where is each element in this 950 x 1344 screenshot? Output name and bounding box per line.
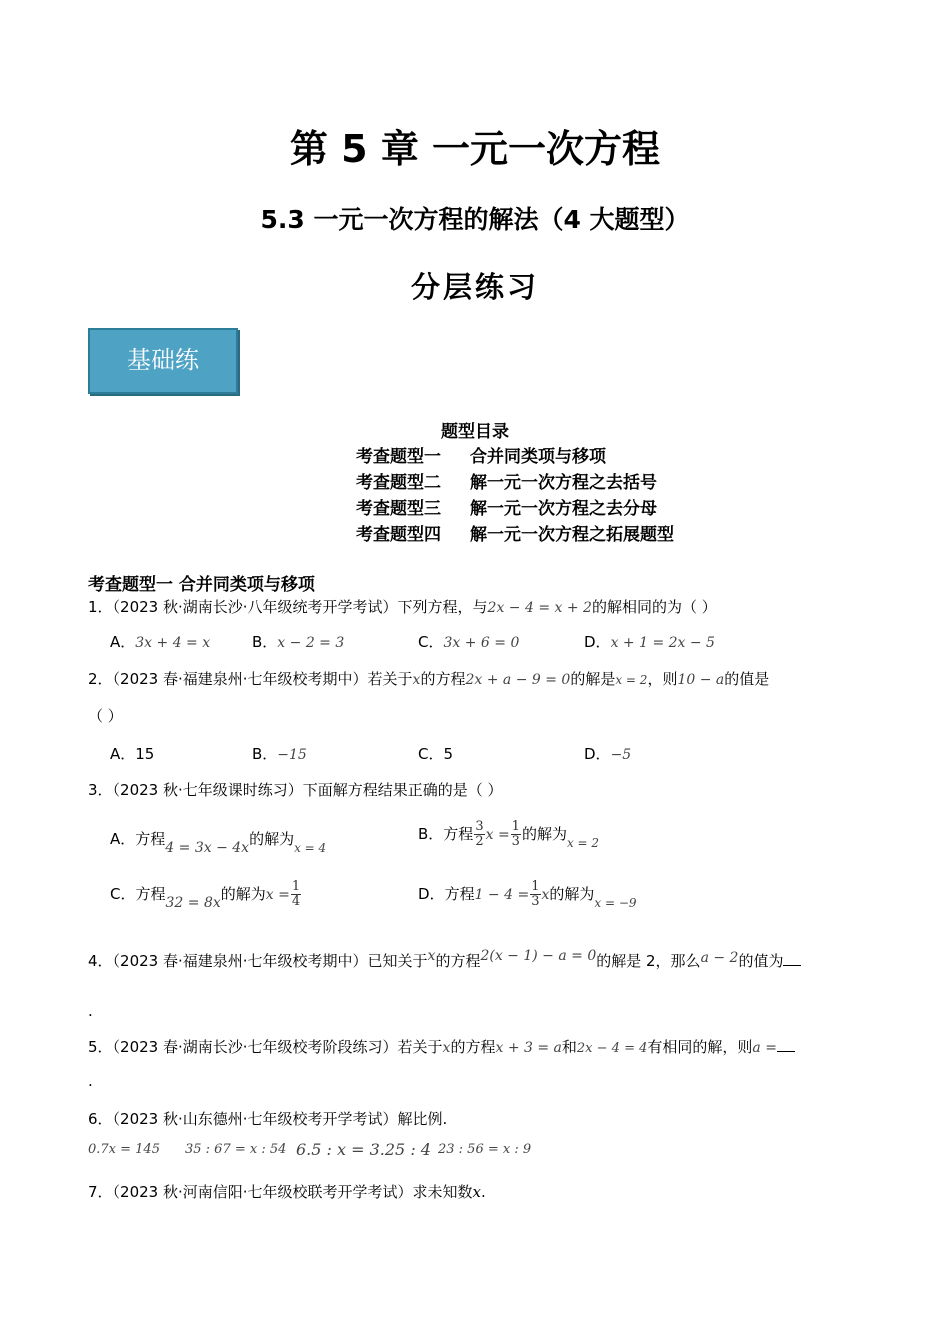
proportion-item: 35 : 67 = x : 54 xyxy=(185,1142,287,1157)
question-text: 的解相同的为（ ） xyxy=(591,598,717,616)
toc-item-title: 合并同类项与移项 xyxy=(470,447,606,467)
toc-item xyxy=(356,494,657,519)
toc-item-title: 解一元一次方程之去括号 xyxy=(470,473,657,493)
question-6: 6．（2023 秋·山东德州·七年级校考开学考试）解比例. xyxy=(88,1110,448,1128)
option-b: B．方程 $\frac{3}{2}$ x = $\frac{1}{3}$ 的解为$_{x = 2}$ xyxy=(418,819,600,850)
toc-item xyxy=(356,520,674,545)
answer-blank xyxy=(783,951,801,966)
option-b: B．x − 2 = 3 xyxy=(252,633,345,651)
option-a: A．3x + 4 = x xyxy=(110,633,211,651)
toc-item-label: 考查题型四 xyxy=(356,525,441,545)
toc-item-label: 考查题型二 xyxy=(356,473,441,493)
question-source: （2023 秋·湖南长沙·八年级统考开学考试） xyxy=(112,598,398,616)
option-c: C．3x + 6 = 0 xyxy=(418,633,520,651)
question-paren: （ ） xyxy=(88,707,123,725)
question-3: 3．（2023 秋·七年级课时练习）下面解方程结果正确的是（ ） xyxy=(88,781,503,799)
option-a: A．方程4 = 3x − 4x的解为$_{x = 4}$ xyxy=(110,830,327,856)
line-end: . xyxy=(88,1072,93,1090)
option-d: D．方程1 − 4 = $\frac{1}{3}$ x的解为$_{x = -9}$ xyxy=(418,879,637,910)
toc-item-title: 解一元一次方程之去分母 xyxy=(470,499,657,519)
answer-blank xyxy=(777,1037,795,1052)
option-c: C．5 xyxy=(418,745,454,763)
question-7: 7．（2023 秋·河南信阳·七年级校联考开学考试）求未知数x. xyxy=(88,1183,486,1201)
line-end: . xyxy=(88,1002,93,1020)
proportion-item: 0.7x = 145 xyxy=(88,1142,160,1157)
section-title: 5.3 一元一次方程的解法（4 大题型） xyxy=(260,205,690,234)
chapter-title: 第 5 章 一元一次方程 xyxy=(289,127,661,171)
option-d: D．x + 1 = 2x − 5 xyxy=(584,633,715,651)
toc-item xyxy=(356,468,657,493)
proportion-item: 23 : 56 = x : 9 xyxy=(438,1142,532,1157)
question-1 xyxy=(88,596,717,617)
option-a: A．15 xyxy=(110,745,155,763)
question-number: 1． xyxy=(88,598,113,616)
option-b: B．−15 xyxy=(252,745,307,763)
proportion-item: 6.5 : x = 3.25 : 4 xyxy=(296,1140,431,1159)
question-text: 下列方程，与 xyxy=(397,598,488,616)
question-4: 4．（2023 春·福建泉州·七年级校考期中）已知关于x的方程2(x − 1) − a = 0的解是 2，那么a − 2的值为 xyxy=(88,950,801,971)
level-badge: 基础练 xyxy=(88,328,238,394)
option-d: D．−5 xyxy=(584,745,632,763)
toc-item-label: 考查题型三 xyxy=(356,499,441,519)
subtitle: 分层练习 xyxy=(410,270,539,304)
question-2: 2．（2023 春·福建泉州·七年级校考期中）若关于x的方程2x + a − 9 = 0的解是x = 2，则10 − a的值是 xyxy=(88,670,770,688)
toc-item-label: 考查题型一 xyxy=(356,447,441,467)
question-5: 5．（2023 春·湖南长沙·七年级校考阶段练习）若关于x的方程x + 3 = a和2x − 4 = 4有相同的解，则a = xyxy=(88,1036,795,1057)
toc-item-title: 解一元一次方程之拓展题型 xyxy=(470,525,674,545)
section-heading: 考查题型一 合并同类项与移项 xyxy=(88,575,315,595)
equation: 2x − 4 = x + 2 xyxy=(487,600,592,616)
toc-item xyxy=(356,442,606,467)
toc-heading: 题型目录 xyxy=(441,422,509,442)
option-c: C．方程32 = 8x的解为x = $\frac{1}{4}$ xyxy=(110,879,301,911)
